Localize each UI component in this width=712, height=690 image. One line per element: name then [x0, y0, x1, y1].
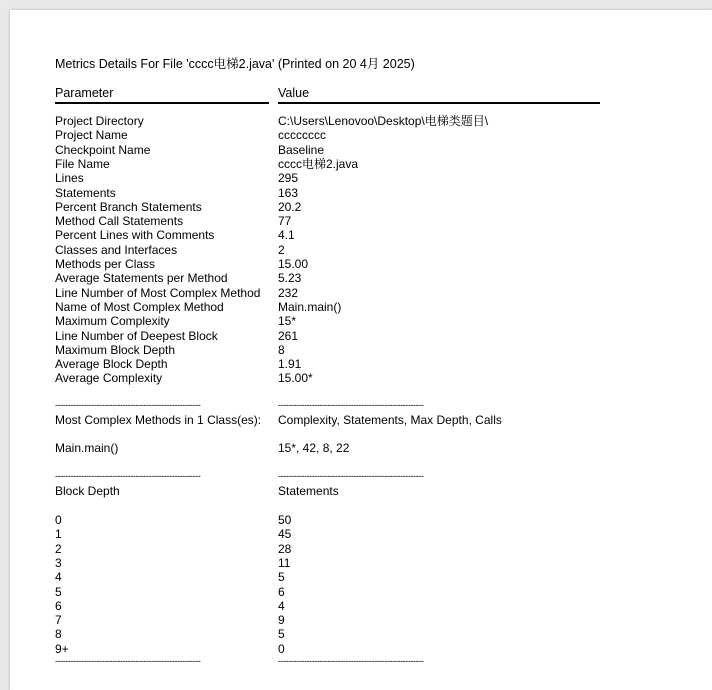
metric-value: Baseline — [278, 142, 325, 157]
value-column-header: Value — [278, 86, 310, 100]
metric-label: Checkpoint Name — [55, 142, 151, 157]
metric-label: Project Directory — [55, 114, 144, 128]
metric-label: Line Number of Deepest Block — [55, 328, 218, 343]
metric-value: 295 — [278, 171, 299, 186]
block-depth-value: 2 — [55, 541, 62, 556]
metric-value: 4.1 — [278, 228, 295, 243]
parameter-header-rule — [55, 102, 269, 104]
metric-label: Lines — [55, 171, 84, 186]
metric-value: 261 — [278, 328, 299, 343]
value-header-rule — [278, 102, 600, 104]
block-statements-value: 45 — [278, 527, 292, 542]
complex-methods-columns: Complexity, Statements, Max Depth, Calls — [278, 413, 502, 427]
metric-label: Project Name — [55, 128, 128, 143]
block-statements-value: 9 — [278, 613, 285, 628]
complex-method-stats: 15*, 42, 8, 22 — [278, 441, 350, 455]
metric-value: cccc电梯2.java — [278, 156, 359, 171]
block-statements-value: 50 — [278, 513, 292, 527]
metric-value: 5.23 — [278, 271, 302, 286]
block-statements-header: Statements — [278, 484, 339, 498]
block-statements-value: 5 — [278, 570, 285, 585]
metric-value: 163 — [278, 185, 299, 200]
block-depth-value: 6 — [55, 598, 62, 613]
metric-value: cccccccc — [278, 128, 326, 143]
block-depth-value: 5 — [55, 584, 62, 599]
metric-value: 15.00 — [278, 257, 309, 271]
block-statements-value: 6 — [278, 584, 285, 599]
metric-label: Percent Branch Statements — [55, 199, 202, 214]
metric-label: Line Number of Most Complex Method — [55, 285, 261, 300]
block-depth-value: 4 — [55, 570, 62, 585]
block-statements-value: 28 — [278, 541, 292, 556]
separator-line: -------------------------------------------------------- — [278, 656, 424, 666]
block-depth-header: Block Depth — [55, 484, 120, 498]
metric-label: Maximum Block Depth — [55, 342, 176, 357]
block-depth-value: 7 — [55, 613, 62, 628]
block-depth-value: 1 — [55, 527, 62, 542]
block-statements-value: 11 — [278, 555, 291, 570]
metric-value: 20.2 — [278, 199, 302, 214]
metric-value: 15.00* — [278, 371, 313, 386]
metric-value: 232 — [278, 285, 299, 300]
block-depth-value: 0 — [55, 513, 62, 527]
block-depth-value: 3 — [55, 555, 62, 570]
block-depth-value: 9+ — [55, 641, 69, 656]
metric-label: Average Complexity — [55, 371, 163, 386]
block-statements-value: 5 — [278, 627, 285, 642]
separator-line: -------------------------------------------------------- — [278, 400, 424, 410]
separator-line: -------------------------------------------------------- — [55, 656, 201, 666]
block-statements-value: 0 — [278, 641, 285, 656]
metric-label: Statements — [55, 185, 116, 200]
metric-value: Main.main() — [278, 299, 342, 314]
parameter-column-header: Parameter — [55, 86, 114, 100]
metric-label: File Name — [55, 156, 110, 171]
complex-method-name: Main.main() — [55, 441, 119, 455]
metric-value: 77 — [278, 214, 292, 229]
metric-label: Average Statements per Method — [55, 271, 228, 286]
separator-line: -------------------------------------------------------- — [278, 471, 424, 481]
metric-label: Percent Lines with Comments — [55, 228, 215, 243]
metric-value: 8 — [278, 342, 285, 357]
block-statements-value: 4 — [278, 598, 285, 613]
separator-line: -------------------------------------------------------- — [55, 471, 201, 481]
complex-methods-header: Most Complex Methods in 1 Class(es): — [55, 413, 262, 427]
metric-label: Maximum Complexity — [55, 314, 170, 329]
document-page — [10, 10, 712, 690]
metric-value: 2 — [278, 242, 285, 257]
metric-label: Name of Most Complex Method — [55, 299, 224, 314]
separator-line: -------------------------------------------------------- — [55, 400, 201, 410]
report-title: Metrics Details For File 'cccc电梯2.java' (Printed on 20 4月 2025) — [55, 57, 415, 71]
block-depth-value: 8 — [55, 627, 62, 642]
metric-value: 15* — [278, 314, 297, 329]
metric-value: 1.91 — [278, 357, 302, 372]
metric-label: Methods per Class — [55, 257, 156, 271]
metric-label: Average Block Depth — [55, 357, 168, 372]
metric-value: C:\Users\Lenovoo\Desktop\电梯类题目\ — [278, 114, 489, 128]
metric-label: Classes and Interfaces — [55, 242, 178, 257]
metric-label: Method Call Statements — [55, 214, 184, 229]
